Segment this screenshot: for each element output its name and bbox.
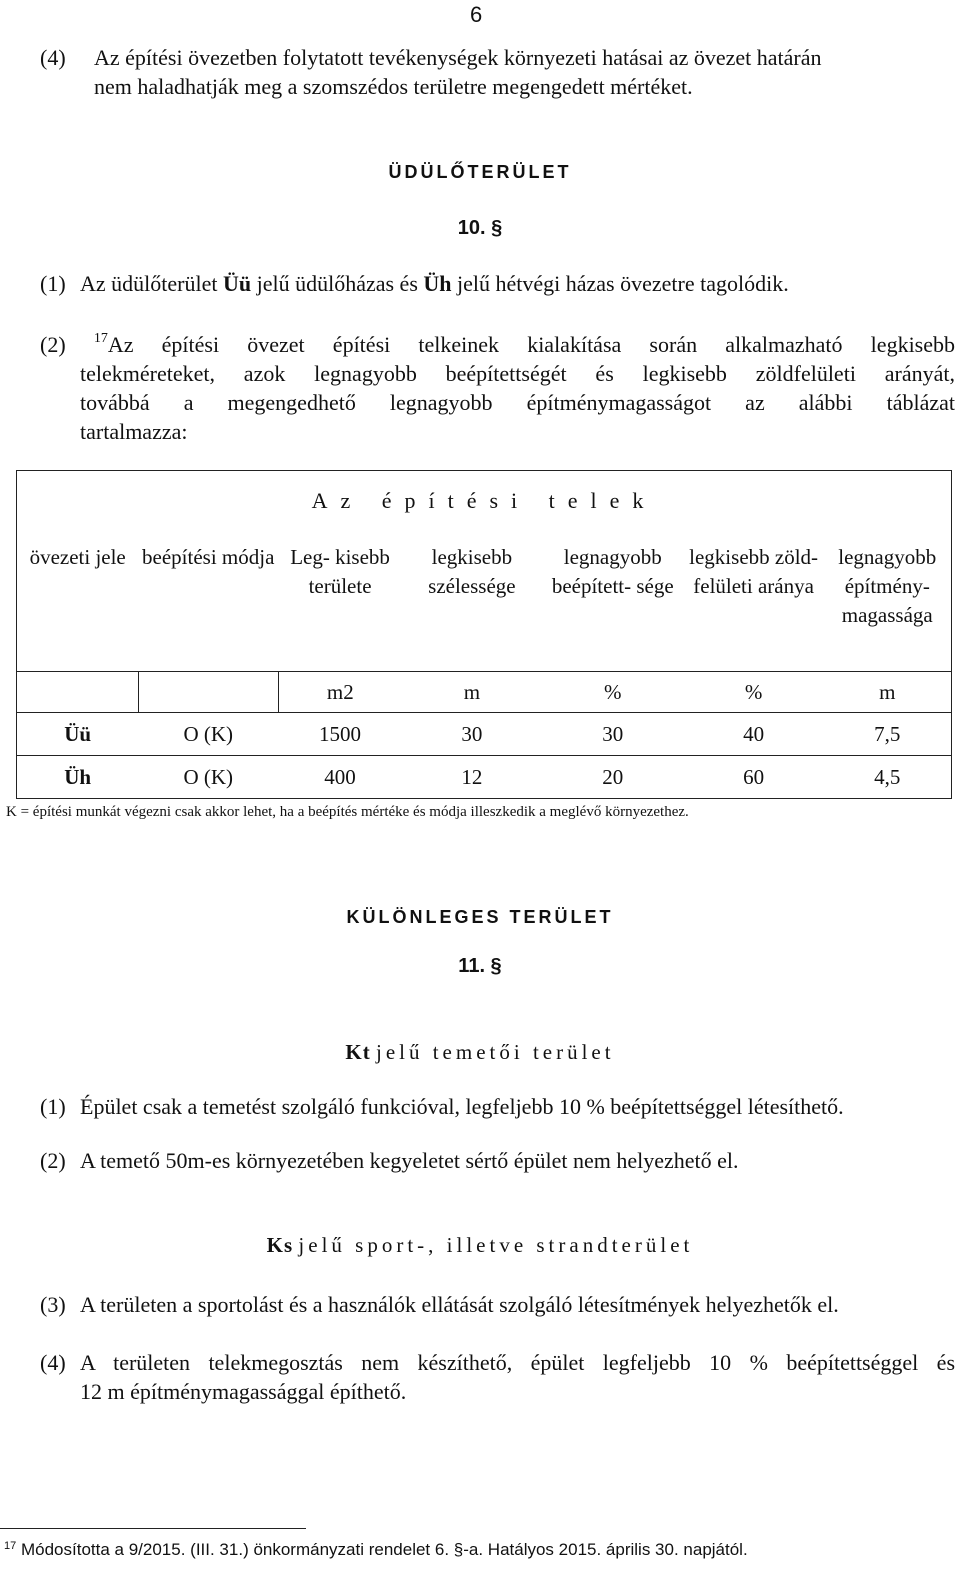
article-number: 10. § xyxy=(457,217,503,239)
paragraph-number: (3) xyxy=(40,1292,66,1317)
text-segment: jelű üdülőházas és xyxy=(251,271,424,296)
footnote-number: 17 xyxy=(4,1540,17,1552)
paragraph-1 xyxy=(40,1092,960,1121)
unit-cell: m xyxy=(402,672,542,713)
cell-area: 1500 xyxy=(278,713,402,756)
header-max-height: legnagyobb építmény- magassága xyxy=(824,531,952,672)
paragraph-line: 12 m építménymagassággal építhető. xyxy=(80,1379,407,1404)
header-max-built: legnagyobb beépített- sége xyxy=(542,531,684,672)
cell-width: 12 xyxy=(402,756,542,799)
paragraph-number: (1) xyxy=(40,271,66,296)
paragraph-number: (2) xyxy=(40,1148,66,1173)
cell-green: 40 xyxy=(684,713,824,756)
cell-built: 30 xyxy=(542,713,684,756)
paragraph-4 xyxy=(40,43,955,101)
page-number: 6 xyxy=(470,2,483,27)
paragraph-1 xyxy=(40,269,955,298)
table-note: K = építési munkát végezni csak akkor lehet, ha a beépítés mértéke és módja illeszkedik a meglévő környezethez. xyxy=(6,804,689,820)
cell-area: 400 xyxy=(278,756,402,799)
paragraph-number: (4) xyxy=(40,45,66,70)
cell-mode: O (K) xyxy=(138,713,278,756)
table-caption: Az építési telek xyxy=(17,471,952,532)
subsection-title-text: jelű temetői terület xyxy=(375,1040,615,1064)
cell-height: 7,5 xyxy=(824,713,952,756)
unit-cell: % xyxy=(684,672,824,713)
header-min-width: legkisebb szélessége xyxy=(402,531,542,672)
cell-built: 20 xyxy=(542,756,684,799)
footnote-text: Módosította a 9/2015. (III. 31.) önkormányzati rendelet 6. §-a. Hatályos 2015. április 30. napjától. xyxy=(20,1540,748,1559)
cell-mode: O (K) xyxy=(138,756,278,799)
zone-code: Üh xyxy=(423,271,452,296)
paragraph-line: Az építési övezetben folytatott tevékenységek környezeti hatásai az övezet határán xyxy=(94,45,822,70)
zone-code: Kt xyxy=(345,1040,371,1064)
paragraph-text: A területen a sportolást és a használók ellátását szolgáló létesítmények helyezhetők el. xyxy=(80,1292,839,1317)
paragraph-number: (1) xyxy=(40,1094,66,1119)
footnote-separator xyxy=(0,1528,306,1529)
unit-cell: m2 xyxy=(278,672,402,713)
paragraph-line: továbbá a megengedhető legnagyobb építménymagasságot az alábbi táblázat xyxy=(80,390,955,415)
paragraph-number: (2) xyxy=(40,332,66,357)
paragraph-4 xyxy=(40,1348,955,1406)
zone-code: Ks xyxy=(266,1233,294,1257)
header-min-area: Leg- kisebb területe xyxy=(278,531,402,672)
footnote-reference: 17 xyxy=(93,331,108,346)
cell-code: Üü xyxy=(17,713,139,756)
subsection-title xyxy=(0,1040,960,1065)
header-zone-code: övezeti jele xyxy=(17,531,139,672)
unit-cell: m xyxy=(824,672,952,713)
paragraph-line: tartalmazza: xyxy=(80,419,188,444)
unit-cell xyxy=(17,672,139,713)
text-segment: jelű hétvégi házas övezetre tagolódik. xyxy=(451,271,789,296)
paragraph-2 xyxy=(40,1146,955,1175)
subsection-title-text: jelű sport-, illetve strandterület xyxy=(298,1233,694,1257)
zone-code: Üü xyxy=(222,271,252,296)
table-row xyxy=(17,756,952,799)
text-segment: Az üdülőterület xyxy=(80,271,223,296)
header-building-mode: beépítési módja xyxy=(138,531,278,672)
unit-cell xyxy=(138,672,278,713)
cell-green: 60 xyxy=(684,756,824,799)
subsection-title xyxy=(0,1233,960,1258)
paragraph-number: (4) xyxy=(40,1350,66,1375)
paragraph-text: A temető 50m-es környezetében kegyeletet sértő épület nem helyezhető el. xyxy=(80,1148,739,1173)
paragraph-line: Az építési övezet építési telkeinek kialakítása során alkalmazható legkisebb xyxy=(107,332,956,357)
paragraph-2 xyxy=(40,330,955,446)
section-heading: KÜLÖNLEGES TERÜLET xyxy=(346,907,614,927)
building-plot-table xyxy=(16,470,952,799)
cell-width: 30 xyxy=(402,713,542,756)
paragraph-3 xyxy=(40,1290,960,1319)
cell-height: 4,5 xyxy=(824,756,952,799)
paragraph-line: A területen telekmegosztás nem készíthető, épület legfeljebb 10 % beépítettséggel és xyxy=(80,1350,955,1375)
paragraph-line: telekméreteket, azok legnagyobb beépítettségét és legkisebb zöldfelületi arányát, xyxy=(80,361,955,386)
paragraph-text: Épület csak a temetést szolgáló funkcióval, legfeljebb 10 % beépítettséggel létesíthető. xyxy=(80,1094,844,1119)
table-row xyxy=(17,713,952,756)
footnote xyxy=(4,1540,748,1560)
section-heading: ÜDÜLŐTERÜLET xyxy=(388,162,572,182)
header-min-green: legkisebb zöld- felületi aránya xyxy=(684,531,824,672)
paragraph-line: nem haladhatják meg a szomszédos területre megengedett mértéket. xyxy=(94,74,693,99)
unit-cell: % xyxy=(542,672,684,713)
cell-code: Üh xyxy=(17,756,139,799)
article-number: 11. § xyxy=(458,955,502,977)
